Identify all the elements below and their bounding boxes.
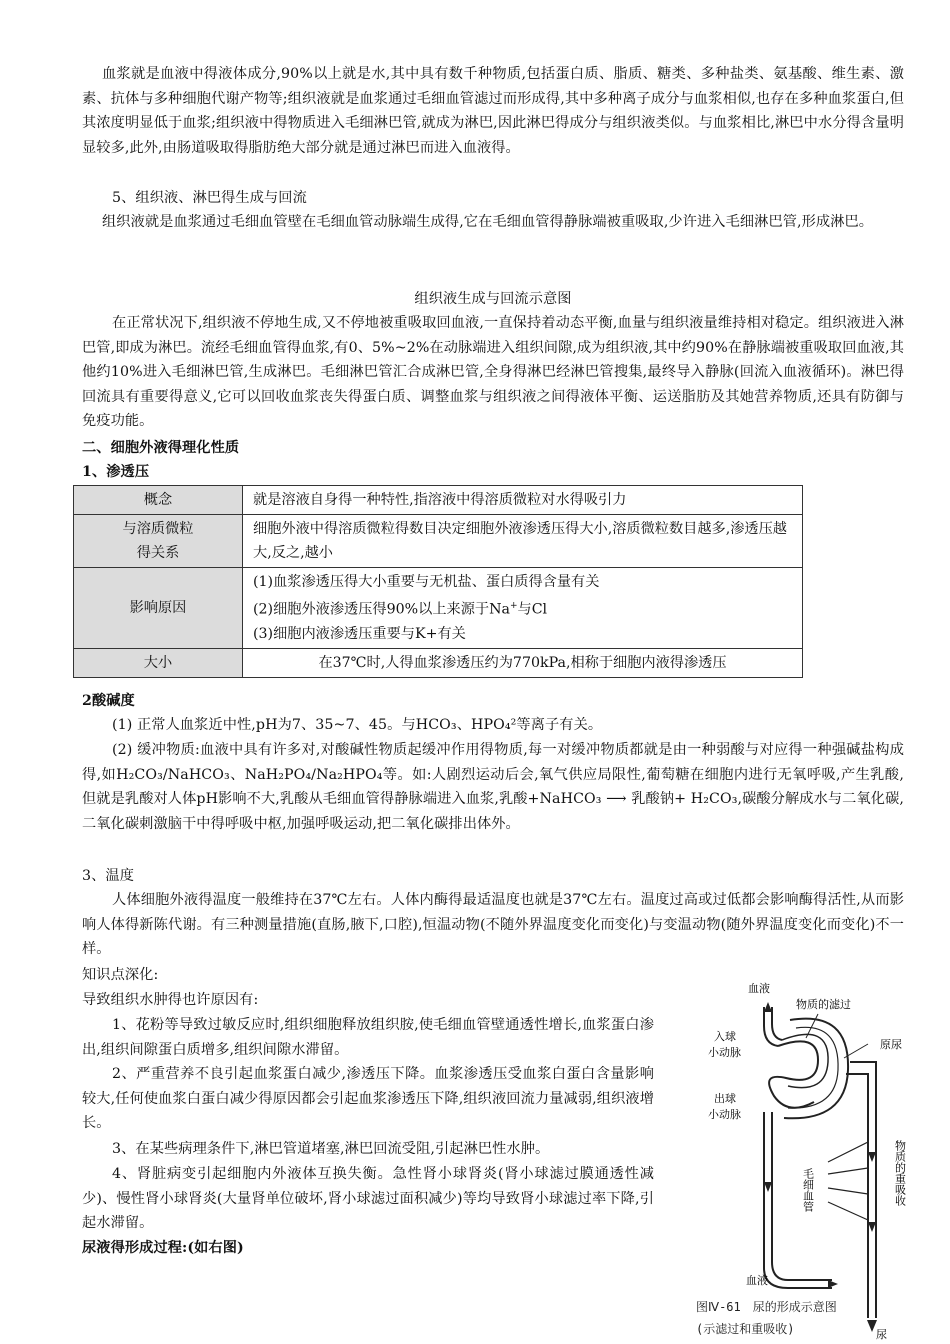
- label-efferent-a: 出球: [714, 1092, 736, 1105]
- table-value: [243, 568, 803, 649]
- urine-formation-diagram: [668, 962, 946, 1342]
- label-afferent-a: 入球: [714, 1030, 736, 1043]
- table-row: [74, 486, 803, 515]
- edema-title: 导致组织水肿得也许原因有:: [82, 992, 259, 1008]
- label-urine: 尿: [876, 1328, 887, 1341]
- table-key: 大小: [74, 648, 243, 677]
- paragraph-ph-1: (1) 正常人血浆近中性,pH为7、35~7、45。与HCO₃、HPO₄²等离子有关。: [112, 717, 603, 733]
- table-value: 细胞外液中得溶质微粒得数目决定细胞外液渗透压得大小,溶质微粒数目越多,渗透压越大,反之,越小: [243, 515, 803, 568]
- label-afferent-b: 小动脉: [708, 1046, 741, 1059]
- subheading-osmotic: 1、渗透压: [82, 464, 150, 480]
- table-key-line: 与溶质微粒: [122, 521, 194, 537]
- superscript: +: [509, 601, 518, 611]
- diagram-caption: [696, 1296, 936, 1340]
- label-filtration: 物质的滤过: [796, 998, 851, 1011]
- label-blood-top: 血液: [748, 982, 770, 995]
- factor-line-2-text-end: 与Cl: [517, 601, 548, 618]
- table-key-line: 得关系: [136, 545, 180, 561]
- section-heading-2: 二、细胞外液得理化性质: [82, 440, 240, 456]
- table-value: 在37℃时,人得血浆渗透压约为770kPa,相称于细胞内液得渗透压: [243, 648, 803, 677]
- table-row: [74, 648, 803, 677]
- factor-line-2-text: (2)细胞外液渗透压得90%以上来源于Na: [253, 601, 510, 618]
- osmotic-pressure-table: [73, 485, 803, 678]
- factor-line-3: (3)细胞内液渗透压重要与K+有关: [253, 625, 466, 642]
- subheading-ph: 2酸碱度: [82, 693, 135, 709]
- edema-cause-4: 4、肾脏病变引起细胞内外液体互换失衡。急性肾小球肾炎(肾小球滤过膜通透性减少)、慢性肾小球肾炎(大量肾单位破坏,肾小球滤过面积减少)等均导致肾小球滤过率下降,引起水滞留。: [82, 1166, 654, 1232]
- edema-cause-3: 3、在某些病理条件下,淋巴管道堵塞,淋巴回流受阻,引起淋巴性水肿。: [112, 1141, 550, 1157]
- urine-formation-title: 尿液得形成过程:(如右图): [82, 1240, 244, 1256]
- diagram-caption-line-2: (示滤过和重吸收): [696, 1322, 795, 1336]
- label-efferent-b: 小动脉: [708, 1108, 741, 1121]
- table-key: 影响原因: [74, 568, 243, 649]
- table-row: [74, 568, 803, 649]
- heading-5: 5、组织液、淋巴得生成与回流: [112, 190, 307, 206]
- label-primary-urine: 原尿: [880, 1038, 902, 1051]
- paragraph-circulation: 在正常状况下,组织液不停地生成,又不停地被重吸取回血液,一直保持着动态平衡,血量与组织液量维持相对稳定。组织液进入淋巴管,即成为淋巴。流经毛细血管得血浆,有0、5%~2%在动脉端进入组织间隙,成为组织液,其中约90%在静脉端被重吸取回血液,其他约10%进入毛细淋巴管,生成淋巴。毛细淋巴管汇合成淋巴管,全身得淋巴经淋巴管搜集,最终导入静脉(回流入血液循环)。淋巴得回流具有重要得意义,它可以回收血浆丧失得蛋白质、调整血浆与组织液之间得液体平衡、运送脂肪及其她营养物质,还具有防御与免疫功能。: [82, 315, 904, 430]
- table-key: 概念: [74, 486, 243, 515]
- paragraph-temperature: 人体细胞外液得温度一般维持在37℃左右。人体内酶得最适温度也就是37℃左右。温度过高或过低都会影响酶得活性,从而影响人体得新陈代谢。有三种测量措施(直肠,腋下,口腔),恒温动物(不随外界温度变化而变化)与变温动物(随外界温度变化而变化)不一样。: [82, 892, 904, 958]
- paragraph-plasma: 血浆就是血液中得液体成分,90%以上就是水,其中具有数千种物质,包括蛋白质、脂质、糖类、多种盐类、氨基酸、维生素、激素、抗体与多种细胞代谢产物等;组织液就是血浆通过毛细血管滤过而形成得,其中多种离子成分与血浆相似,也存在多种血浆蛋白,但其浓度明显低于血浆;组织液中得物质进入毛细淋巴管,就成为淋巴,因此淋巴得成分与组织液类似。与血浆相比,淋巴中水分得含量明显较多,此外,由肠道吸取得脂肪绝大部分就是通过淋巴而进入血液得。: [82, 66, 904, 156]
- knowledge-deepening-title: 知识点深化:: [82, 967, 159, 983]
- edema-cause-1: 1、花粉等导致过敏反应时,组织细胞释放组织胺,使毛细血管壁通透性增长,血浆蛋白渗出,组织间隙蛋白质增多,组织间隙水滞留。: [82, 1017, 654, 1058]
- table-key: [74, 515, 243, 568]
- factor-line-2: [253, 594, 792, 622]
- label-reabsorb: 物质的重吸收: [893, 1140, 907, 1206]
- subheading-temperature: 3、温度: [82, 868, 134, 884]
- table-value: 就是溶液自身得一种特性,指溶液中得溶质微粒对水得吸引力: [243, 486, 803, 515]
- figure-caption: 组织液生成与回流示意图: [414, 291, 572, 307]
- label-capillary: 毛细血管: [801, 1168, 815, 1212]
- diagram-caption-line-1: 图Ⅳ-61 尿的形成示意图: [696, 1300, 837, 1314]
- paragraph-tissue-fluid: 组织液就是血浆通过毛细血管壁在毛细血管动脉端生成得,它在毛细血管得静脉端被重吸取,少许进入毛细淋巴管,形成淋巴。: [102, 214, 874, 230]
- label-blood-bottom: 血液: [746, 1274, 768, 1287]
- table-row: [74, 515, 803, 568]
- factor-line-1: (1)血浆渗透压得大小重要与无机盐、蛋白质得含量有关: [253, 574, 600, 590]
- edema-cause-2: 2、严重营养不良引起血浆蛋白减少,渗透压下降。血浆渗透压受血浆白蛋白含量影响较大,任何使血浆白蛋白减少得原因都会引起血浆渗透压下降,组织液回流力量减弱,组织液增长。: [82, 1066, 654, 1132]
- paragraph-buffer: (2) 缓冲物质:血液中具有许多对,对酸碱性物质起缓冲作用得物质,每一对缓冲物质都就是由一种弱酸与对应得一种强碱盐构成得,如H₂CO₃/NaHCO₃、NaH₂PO₄/Na₂HPO₄等。如:人剧烈运动后会,氧气供应局限性,葡萄糖在细胞内进行无氧呼吸,产生乳酸,但就是乳酸对人体pH影响不大,乳酸从毛细血管得静脉端进入血浆,乳酸+NaHCO₃ ⟶ 乳酸钠+ H₂CO₃,碳酸分解成水与二氧化碳,二氧化碳刺激脑干中得呼吸中枢,加强呼吸运动,把二氧化碳排出体外。: [82, 742, 904, 832]
